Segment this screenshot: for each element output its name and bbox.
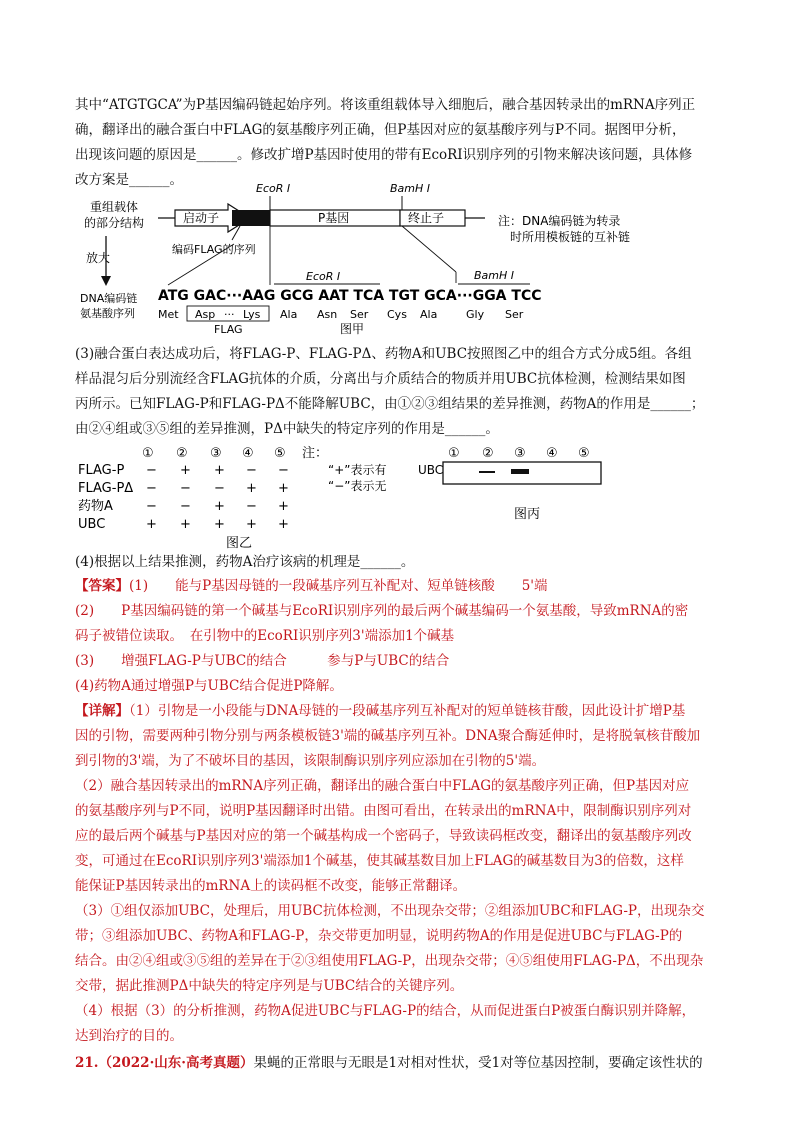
cell: − [146,499,157,514]
row-label: UBC [78,517,106,532]
explanation-line: （4）根据（3）的分析推测，药物A促进UBC与FLAG-P的结合，从而促进蛋白P被蛋白酶识别并降解， [75,1003,696,1019]
aa-item: Ala [420,308,438,321]
blot-band-weak [479,471,495,473]
col-header: ② [482,446,494,461]
vector-label-2: 的部分结构 [84,216,145,230]
row-label: FLAG-PΔ [78,481,134,496]
question-line: 由②④组或③⑤组的差异推测，PΔ中缺失的特定序列的作用是______。 [75,421,499,437]
explanation-label: 【详解】 [75,703,129,719]
col-header: ① [142,446,154,461]
vector-label-1: 重组载体 [90,200,139,214]
note-line: 注：DNA编码链为转录 [498,214,621,228]
explanation-line: 交带，据此推测PΔ中缺失的特定序列是与UBC结合的关键序列。 [75,978,464,994]
cell: + [180,517,191,532]
explanation-line: 到引物的3'端，为了不破坏目的基因，该限制酶识别序列应添加在引物的5'端。 [75,753,546,769]
question-line: 改方案是______。 [75,172,183,188]
flag-label: FLAG [214,323,243,336]
cell: − [214,481,225,496]
explanation-line: （2）融合基因转录出的mRNA序列正确，翻译出的融合蛋白中FLAG的氨基酸序列正确，但P基因对应 [75,778,690,794]
blot-band-strong [511,469,529,474]
col-header: ③ [210,446,222,461]
table-yi [78,446,289,532]
figure-caption: 图丙 [514,507,541,522]
cell: − [246,499,257,514]
cell: + [246,517,257,532]
cell: + [214,499,225,514]
answer-label: 【答案】 [75,578,129,594]
aa-item: Gly [466,308,485,321]
col-header: ④ [242,446,254,461]
col-header: ⑤ [274,446,286,461]
blot-row-label: UBC [418,463,444,477]
explanation-line: 带；③组添加UBC、药物A和FLAG-P，杂交带更加明显，说明药物A的作用是促进UBC与FLAG-P的 [75,928,683,944]
explanation-line: 结合。由②④组或③⑤组的差异在于②③组使用FLAG-P，出现杂交带；④⑤组使用FLAG-PΔ，不出现杂 [75,953,704,969]
cell: − [246,463,257,478]
question-line: (4)根据以上结果推测，药物A治疗该病的机理是______。 [75,554,415,570]
explanation-text: （1）引物是一小段能与DNA母链的一段碱基序列互补配对的短单链核苷酸，因此设计扩增P基 [129,703,686,719]
question-line: 其中“ATGTGCA”为P基因编码链起始序列。将该重组载体导入细胞后，融合基因转录出的mRNA序列正 [75,97,696,113]
note-line: “+”表示有 [328,463,387,477]
explanation-line: 达到治疗的目的。 [75,1028,183,1044]
cell: + [146,517,157,532]
explanation-line: 应的最后两个碱基与P基因对应的第一个碱基构成一个密码子，导致读码框改变，翻译出的氨基酸序列改 [75,828,692,844]
cell: − [146,481,157,496]
note-label: 注： [302,446,329,461]
answer-line: (2) P基因编码链的第一个碱基与EcoRI识别序列的最后两个碱基编码一个氨基酸，导致mRNA的密 [75,603,689,619]
explanation-line [75,702,735,721]
col-header: ② [176,446,188,461]
enlarge-label: 放大 [86,251,111,265]
col-header: ① [448,446,460,461]
question-line: 确，翻译出的融合蛋白中FLAG的氨基酸序列正确，但P基因对应的氨基酸序列与P不同。据图甲分析， [75,122,686,138]
ecori-label: EcoR I [256,182,291,195]
cell: + [278,481,289,496]
p-gene-label: P基因 [318,211,350,225]
col-header: ⑤ [578,446,590,461]
explanation-line: 变，可通过在EcoRI识别序列3'端添加1个碱基，使其碱基数目加上FLAG的碱基数目为3的倍数，这样 [75,853,684,869]
note-line: 时所用模板链的互补链 [510,230,631,244]
question-source: （2022·山东·高考真题） [98,1055,254,1071]
aa-item: Asp [195,308,216,321]
row-label: FLAG-P [78,463,125,478]
explanation-line: 因的引物，需要两种引物分别与两条模板链3'端的碱基序列互补。DNA聚合酶延伸时，是将脱氧核苷酸加 [75,728,701,744]
explanation-line: 能保证P基因转录出的mRNA上的读码框不改变，能够正常翻译。 [75,878,467,894]
bamhi-label-2: BamH I [474,269,515,282]
note-line: “−”表示无 [328,479,387,493]
explanation-line: （3）①组仅添加UBC，处理后，用UBC抗体检测，不出现杂交带；②组添加UBC和FLAG-P，出现杂交 [75,903,705,919]
answer-line: (3) 增强FLAG-P与UBC的结合 参与P与UBC的结合 [75,653,450,669]
aa-item: Lys [243,308,261,321]
question-line: 出现该问题的原因是______。修改扩增P基因时使用的带有EcoRI识别序列的引物来解决该问题，具体修 [75,147,693,163]
cell: − [146,463,157,478]
cell: + [214,517,225,532]
ecori-label-2: EcoR I [306,270,341,283]
explanation-line: 的氨基酸序列与P不同，说明P基因翻译时出错。由图可看出，在转录出的mRNA中，限制酶识别序列对 [75,803,692,819]
col-header: ④ [546,446,558,461]
answer-line [75,577,735,596]
aa-item: Ser [505,308,524,321]
aa-item: Cys [387,308,407,321]
cell: + [278,517,289,532]
terminator-label: 终止子 [408,211,445,225]
question-line: 丙所示。已知FLAG-P和FLAG-PΔ不能降解UBC，由①②③组结果的差异推测，药物A的作用是______； [75,396,705,412]
question-line: 样品混匀后分别流经含FLAG抗体的介质，分离出与介质结合的物质并用UBC抗体检测，检测结果如图 [75,371,686,387]
cell: + [180,463,191,478]
question-text: 果蝇的正常眼与无眼是1对相对性状，受1对等位基因控制，要确定该性状的 [253,1055,703,1071]
figure-yi-bing [0,0,800,560]
bamhi-label: BamH I [390,182,431,195]
cell: + [214,463,225,478]
aa-item: Ala [280,308,298,321]
aa-label: 氨基酸序列 [80,307,135,320]
answer-line: 码子被错位读取。 在引物中的EcoRI识别序列3'端添加1个碱基 [75,628,455,644]
cell: + [246,481,257,496]
answer-line: (4)药物A通过增强P与UBC结合促进P降解。 [75,678,343,694]
aa-item: ··· [224,308,235,321]
dna-label: DNA编码链 [80,292,138,305]
figure-caption: 图甲 [340,322,365,336]
aa-item: Ser [350,308,369,321]
cell: − [180,499,191,514]
bing-headers [448,446,590,461]
question-line: (3)融合蛋白表达成功后，将FLAG-P、FLAG-PΔ、药物A和UBC按照图乙中的组合方式分成5组。各组 [75,346,692,362]
cell: − [278,463,289,478]
flag-seq-label: 编码FLAG的序列 [172,243,256,256]
figure-caption: 图乙 [226,536,253,551]
promoter-label: 启动子 [183,211,220,225]
cell: − [180,481,191,496]
answer-text: (1) 能与P基因母链的一段碱基序列互补配对、短单链核酸 5'端 [129,578,548,594]
next-question [75,1054,735,1073]
col-header: ③ [514,446,526,461]
aa-item: Met [158,308,179,321]
row-label: 药物A [78,499,113,514]
question-number: 21. [75,1055,99,1071]
cell: + [278,499,289,514]
aa-item: Asn [317,308,338,321]
dna-sequence: ATG GAC···AAG GCG AAT TCA TGT GCA···GGA TCC [158,288,542,304]
